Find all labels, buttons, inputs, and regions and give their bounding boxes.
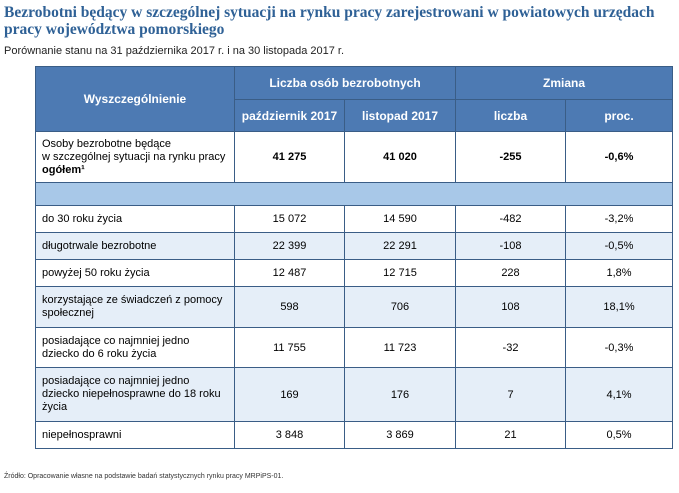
total-label-line1: Osoby bezrobotne będące <box>42 137 172 150</box>
header-october: październik 2017 <box>235 100 345 132</box>
table-row <box>36 206 673 233</box>
row-change-count: -32 <box>456 328 566 368</box>
row-change-count: 228 <box>456 260 566 287</box>
table-row <box>36 368 673 422</box>
row-november: 14 590 <box>345 206 456 233</box>
row-october: 22 399 <box>235 233 345 260</box>
row-october: 11 755 <box>235 328 345 368</box>
row-change-count: -482 <box>456 206 566 233</box>
row-october: 12 487 <box>235 260 345 287</box>
total-label <box>36 132 235 183</box>
row-label: korzystające ze świadczeń z pomocy społecznej <box>36 287 235 328</box>
page-title: Bezrobotni będący w szczególnej sytuacji na rynku pracy zarejestrowani w powiatowych urzędach pracy województwa pomorskiego <box>4 4 655 38</box>
row-label: do 30 roku życia <box>36 206 235 233</box>
row-change-count: 7 <box>456 368 566 422</box>
row-change-percent: 18,1% <box>566 287 673 328</box>
total-november: 41 020 <box>345 132 456 183</box>
row-change-count: -108 <box>456 233 566 260</box>
row-change-percent: 4,1% <box>566 368 673 422</box>
table-row <box>36 328 673 368</box>
table-row-total <box>36 132 673 183</box>
row-label: niepełnosprawni <box>36 422 235 449</box>
row-november: 176 <box>345 368 456 422</box>
table-row <box>36 287 673 328</box>
table-row <box>36 260 673 287</box>
row-november: 22 291 <box>345 233 456 260</box>
header-unemployed-count: Liczba osób bezrobotnych <box>235 67 456 100</box>
table-separator-row <box>36 183 673 206</box>
row-change-percent: -0,5% <box>566 233 673 260</box>
separator-cell <box>36 183 673 206</box>
row-october: 598 <box>235 287 345 328</box>
row-label: posiadające co najmniej jedno dziecko do 6 roku życia <box>36 328 235 368</box>
page-subtitle: Porównanie stanu na 31 października 2017 r. i na 30 listopada 2017 r. <box>4 45 345 57</box>
total-label-line3: ogółem¹ <box>42 163 85 176</box>
table-row <box>36 233 673 260</box>
header-change-count: liczba <box>456 100 566 132</box>
row-change-count: 108 <box>456 287 566 328</box>
row-november: 706 <box>345 287 456 328</box>
total-october: 41 275 <box>235 132 345 183</box>
row-october: 15 072 <box>235 206 345 233</box>
header-change-percent: proc. <box>566 100 673 132</box>
total-change-count: -255 <box>456 132 566 183</box>
header-change: Zmiana <box>456 67 673 100</box>
header-description: Wyszczególnienie <box>36 67 235 132</box>
row-november: 11 723 <box>345 328 456 368</box>
row-november: 12 715 <box>345 260 456 287</box>
row-change-percent: -0,3% <box>566 328 673 368</box>
data-table <box>35 66 673 449</box>
row-label: posiadające co najmniej jedno dziecko niepełnosprawne do 18 roku życia <box>36 368 235 422</box>
row-change-percent: 0,5% <box>566 422 673 449</box>
row-october: 3 848 <box>235 422 345 449</box>
row-label: powyżej 50 roku życia <box>36 260 235 287</box>
row-november: 3 869 <box>345 422 456 449</box>
source-note: Źródło: Opracowanie własne na podstawie badań statystycznych rynku pracy MRPiPS-01. <box>4 473 284 480</box>
header-november: listopad 2017 <box>345 100 456 132</box>
table-row <box>36 422 673 449</box>
row-label: długotrwale bezrobotne <box>36 233 235 260</box>
row-change-percent: 1,8% <box>566 260 673 287</box>
row-change-percent: -3,2% <box>566 206 673 233</box>
row-change-count: 21 <box>456 422 566 449</box>
row-october: 169 <box>235 368 345 422</box>
total-change-percent: -0,6% <box>566 132 673 183</box>
total-label-line2: w szczególnej sytuacji na rynku pracy <box>42 150 226 163</box>
